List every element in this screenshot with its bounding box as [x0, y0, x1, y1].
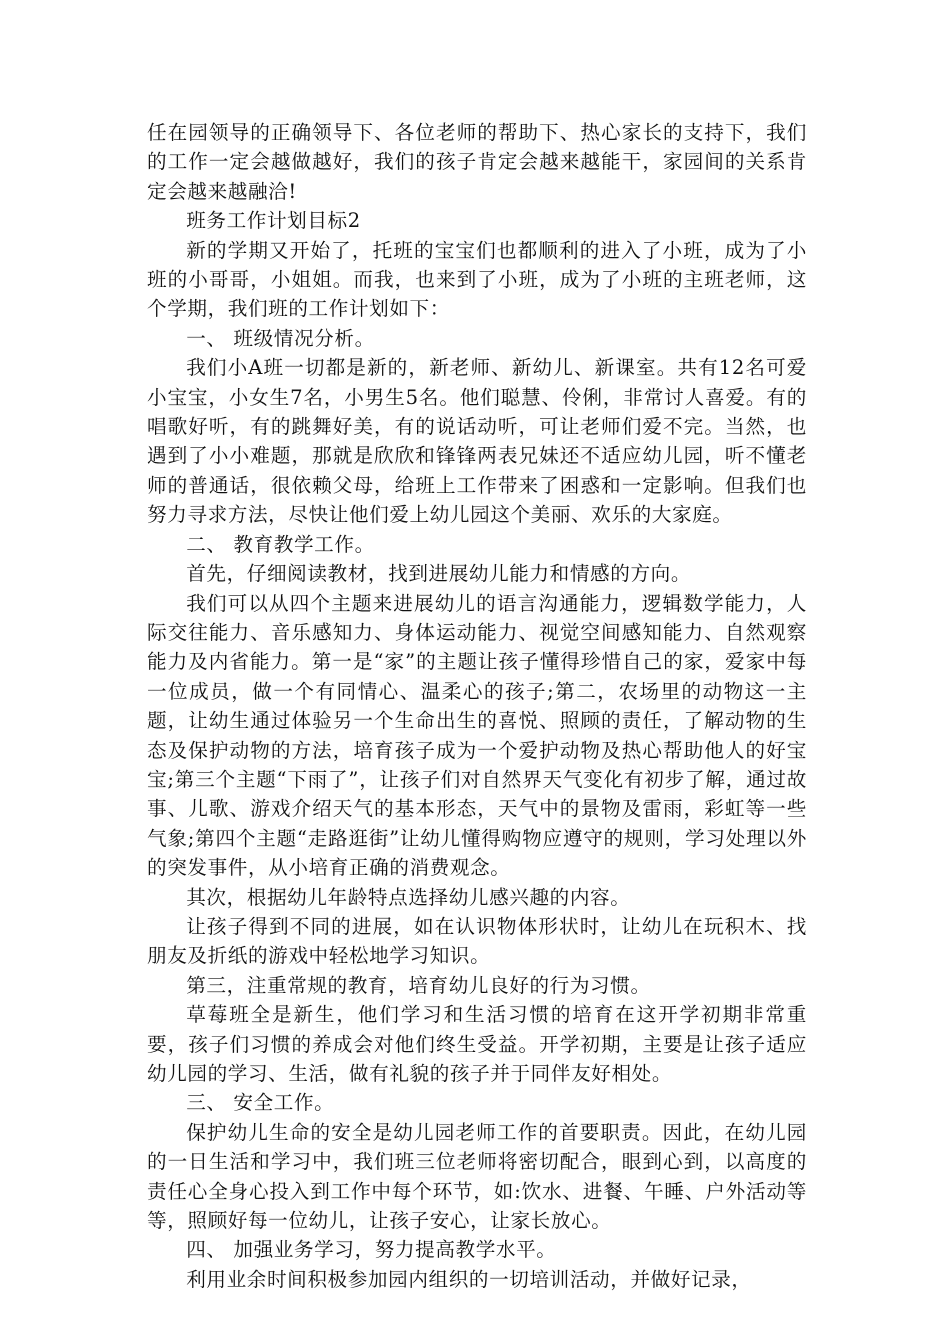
heading-safety-work: 三、 安全工作。: [186, 1091, 335, 1115]
teaching-second-paragraph: 其次，根据幼儿年龄特点选择幼儿感兴趣的内容。: [186, 885, 631, 909]
class-analysis-paragraph: 我们小A班一切都是新的，新老师、新幼儿、新课室。共有12名可爱小宝宝，小女生7名，小男生5名。他们聪慧、伶俐，非常讨人喜爱。有的唱歌好听，有的跳舞好美，有的说话动听，可让老师们爱不完。当然，也遇到了小小难题，那就是欣欣和锋锋两表兄妹还不适应幼儿园，听不懂老师的普通话，很依赖父母，给班上工作带来了困惑和一定影响。但我们也努力寻求方法，尽快让他们爱上幼儿园这个美丽、欢乐的大家庭。: [147, 356, 807, 527]
habits-paragraph: 草莓班全是新生，他们学习和生活习惯的培育在这开学初期非常重要，孩子们习惯的养成会对他们终生受益。开学初期，主要是让孩子适应幼儿园的学习、生活，做有礼貌的孩子并于同伴友好相处。: [147, 1003, 807, 1085]
heading-professional-study: 四、 加强业务学习，努力提高教学水平。: [186, 1238, 557, 1262]
heading-teaching-work: 二、 教育教学工作。: [186, 532, 375, 556]
section-title: 班务工作计划目标2: [186, 209, 361, 233]
development-paragraph: 让孩子得到不同的进展，如在认识物体形状时，让幼儿在玩积木、找朋友及折纸的游戏中轻松地学习知识。: [147, 914, 807, 968]
heading-class-analysis: 一、 班级情况分析。: [186, 326, 375, 350]
intro-paragraph: 新的学期又开始了，托班的宝宝们也都顺利的进入了小班，成为了小班的小哥哥，小姐姐。而我，也来到了小班，成为了小班的主班老师，这个学期，我们班的工作计划如下：: [147, 238, 807, 321]
teaching-third-paragraph: 第三，注重常规的教育，培育幼儿良好的行为习惯。: [186, 973, 651, 997]
document-page: [147, 118, 807, 1294]
safety-paragraph: 保护幼儿生命的安全是幼儿园老师工作的首要职责。因此，在幼儿园的一日生活和学习中，我们班三位老师将密切配合，眼到心到，以高度的责任心全身心投入到工作中每个环节，如:饮水、进餐、午睡、户外活动等等，照顾好每一位幼儿，让孩子安心，让家长放心。: [147, 1120, 807, 1233]
teaching-first-paragraph: 首先，仔细阅读教材，找到进展幼儿能力和情感的方向。: [186, 562, 692, 586]
themes-paragraph: 我们可以从四个主题来进展幼儿的语言沟通能力，逻辑数学能力，人际交往能力、音乐感知力、身体运动能力、视觉空间感知能力、自然观察能力及内省能力。第一是“家”的主题让孩子懂得珍惜自己的家，爱家中每一位成员，做一个有同情心、温柔心的孩子;第二，农场里的动物这一主题，让幼生通过体验另一个生命出生的喜悦、照顾的责任，了解动物的生态及保护动物的方法，培育孩子成为一个爱护动物及热心帮助他人的好宝宝;第三个主题“下雨了”，让孩子们对自然界天气变化有初步了解，通过故事、儿歌、游戏介绍天气的基本形态，天气中的景物及雷雨，彩虹等一些气象;第四个主题“走路逛街”让幼儿懂得购物应遵守的规则，学习处理以外的突发事件，从小培育正确的消费观念。: [147, 591, 807, 880]
continued-paragraph: 任在园领导的正确领导下、各位老师的帮助下、热心家长的支持下，我们的工作一定会越做越好，我们的孩子肯定会越来越能干，家园间的关系肯定会越来越融洽!: [147, 121, 807, 203]
study-paragraph: 利用业余时间积极参加园内组织的一切培训活动，并做好记录，: [186, 1267, 752, 1291]
